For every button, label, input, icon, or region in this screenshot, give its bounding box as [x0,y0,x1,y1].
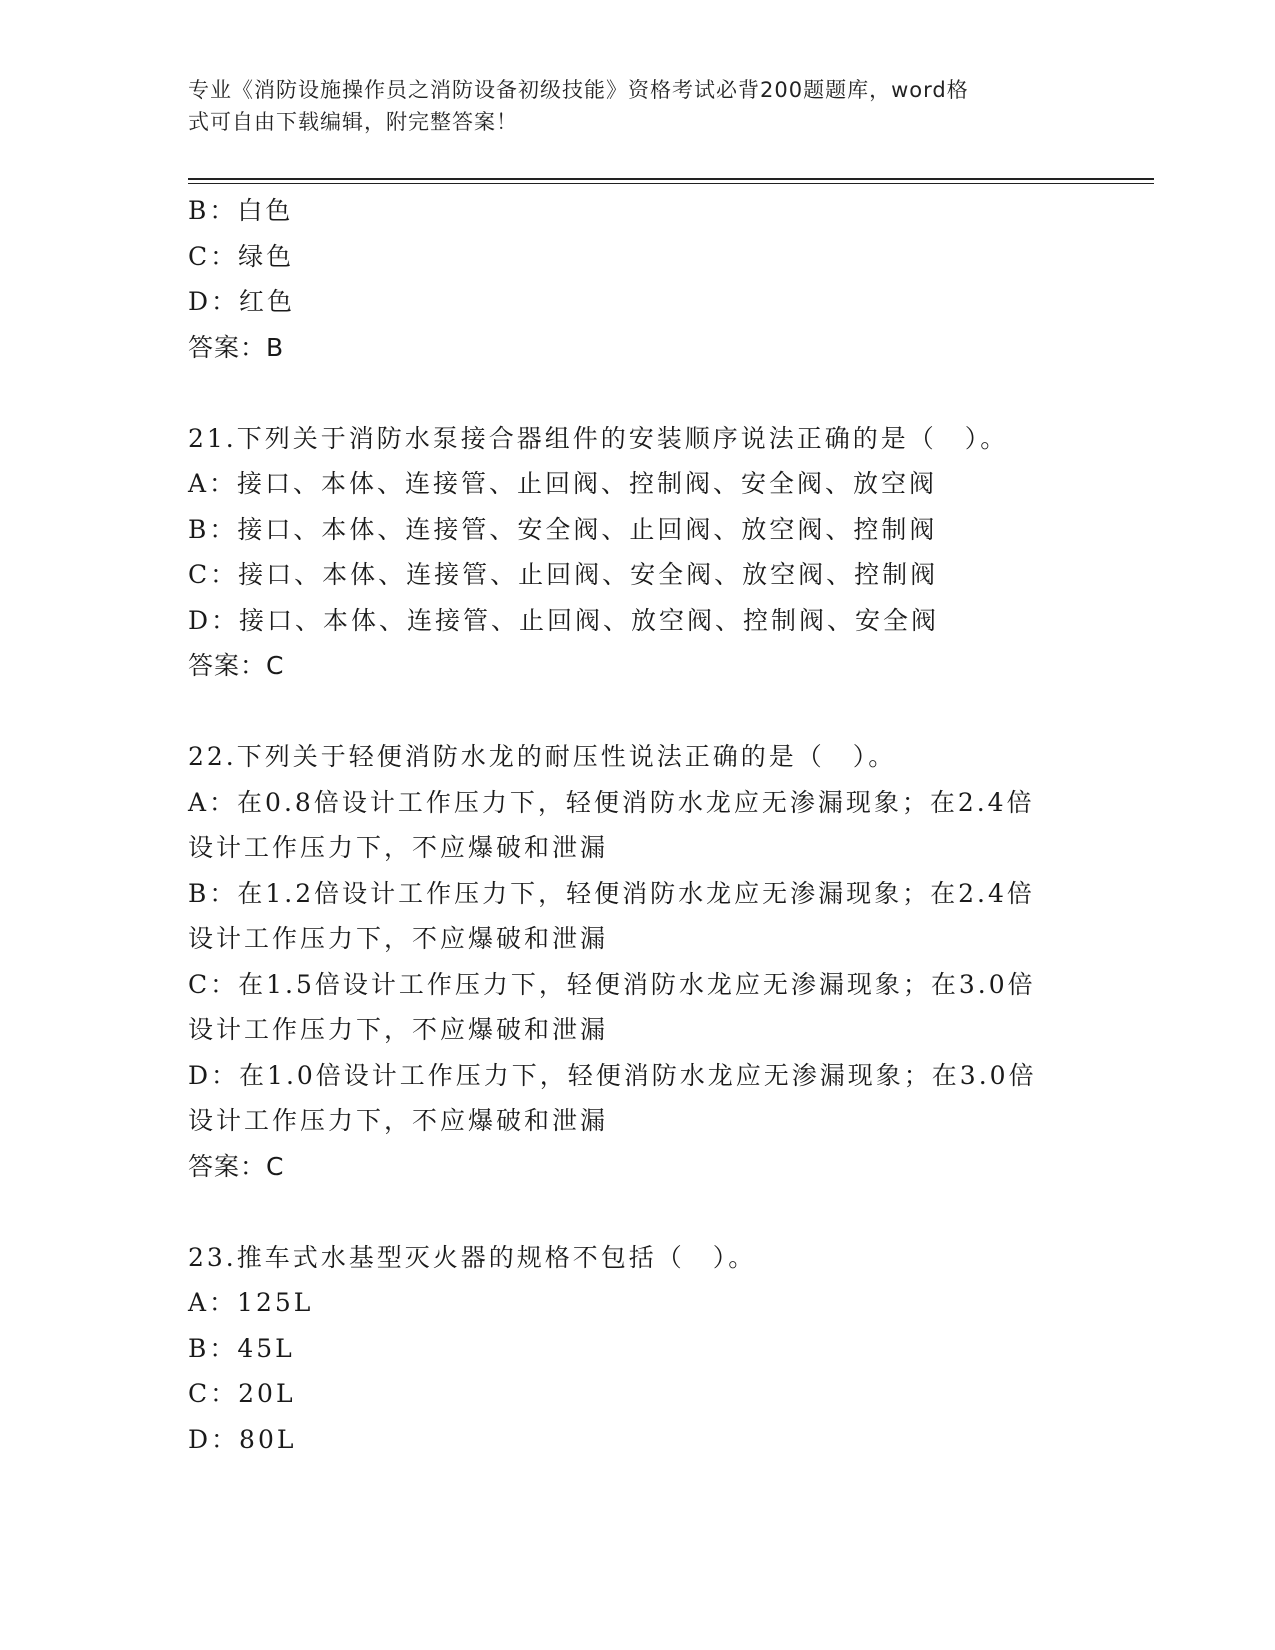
option-b-line-2: 设计工作压力下，不应爆破和泄漏 [188,924,609,953]
spacer [188,370,1088,416]
document-body [188,188,1088,1462]
option-a: A：125L [188,1288,314,1317]
spacer [188,689,1088,735]
answer-line: 答案：C [188,651,285,680]
option-b: B：接口、本体、连接管、安全阀、止回阀、放空阀、控制阀 [188,514,938,544]
option-c-line-1: C：在1.5倍设计工作压力下，轻便消防水龙应无渗漏现象；在3.0倍 [188,969,1036,999]
option-a-line-2: 设计工作压力下，不应爆破和泄漏 [188,833,609,862]
question-23 [188,1235,1088,1463]
header-title-line-2: 式可自由下载编辑，附完整答案！ [188,110,518,134]
option-c: C：绿色 [188,241,295,271]
option-c: C：20L [188,1379,296,1408]
option-d: D：红色 [188,287,296,316]
answer-line: 答案：B [188,332,285,362]
option-d-line-2: 设计工作压力下，不应爆破和泄漏 [188,1106,609,1135]
question-stem: 22.下列关于轻便消防水龙的耐压性说法正确的是（ ）。 [188,742,897,771]
answer-line: 答案：C [188,1151,285,1181]
prev-question [188,188,1088,370]
option-d: D：80L [188,1424,297,1454]
option-d: D：接口、本体、连接管、止回阀、放空阀、控制阀、安全阀 [188,605,940,635]
option-d-line-1: D：在1.0倍设计工作压力下，轻便消防水龙应无渗漏现象；在3.0倍 [188,1060,1037,1090]
option-b: B：白色 [188,196,294,225]
option-c: C：接口、本体、连接管、止回阀、安全阀、放空阀、控制阀 [188,560,939,589]
header-title-line-1: 专业《消防设施操作员之消防设备初级技能》资格考试必背200题题库，word格 [188,78,969,102]
spacer [188,1189,1088,1235]
question-22 [188,734,1088,1189]
question-21 [188,416,1088,689]
header-divider-thick [188,178,1154,180]
option-c-line-2: 设计工作压力下，不应爆破和泄漏 [188,1015,609,1044]
option-a-line-1: A：在0.8倍设计工作压力下，轻便消防水龙应无渗漏现象；在2.4倍 [188,787,1035,817]
option-b-line-1: B：在1.2倍设计工作压力下，轻便消防水龙应无渗漏现象；在2.4倍 [188,878,1035,908]
option-a: A：接口、本体、连接管、止回阀、控制阀、安全阀、放空阀 [188,469,938,498]
question-stem: 21.下列关于消防水泵接合器组件的安装顺序说法正确的是（ ）。 [188,423,1009,453]
option-b: B：45L [188,1333,295,1363]
document-header [188,74,1088,138]
question-stem: 23.推车式水基型灭火器的规格不包括（ ）。 [188,1242,757,1272]
header-divider-thin [188,183,1154,184]
